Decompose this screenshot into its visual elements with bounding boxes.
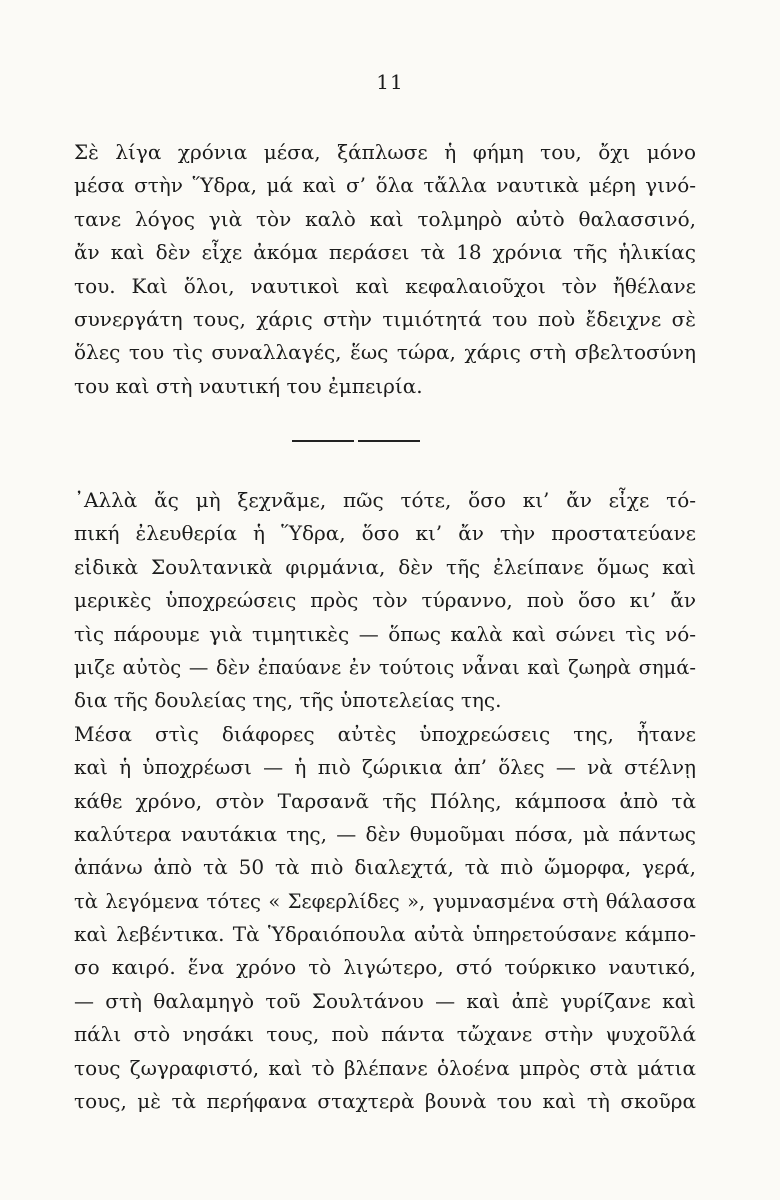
text-line: μερικὲς ὑποχρεώσεις πρὸς τὸν τύραννο, ποὺ ὅσο κι’ ἄν (74, 588, 696, 613)
text-line: συνεργάτη τους, χάρις στὴν τιμιότητά του ποὺ ἔδειχνε σὲ (74, 306, 696, 331)
text-line: κάθε χρόνο, στὸν Ταρσανᾶ τῆς Πόλης, κάμποσα ἀπὸ τὰ (74, 788, 696, 813)
text-line: εἰδικὰ Σουλτανικὰ φιρμάνια, δὲν τῆς ἐλείπανε ὅμως καὶ (74, 554, 696, 579)
section-divider-left (292, 440, 354, 442)
text-line: μιζε αὐτὸς — δὲν ἐπαύανε ἐν τούτοις νἆναι καὶ ζωηρὰ σημά- (74, 655, 696, 679)
text-line: πική ἐλευθερία ἡ Ὕδρα, ὅσο κι’ ἄν τὴν προστατεύανε (74, 521, 696, 546)
text-line: Σὲ λίγα χρόνια μέσα, ξάπλωσε ἡ φήμη του, ὄχι μόνο (74, 140, 696, 164)
text-line: καλύτερα ναυτάκια της, — δὲν θυμοῦμαι πόσα, μὰ πάντως (74, 821, 696, 846)
text-line: καὶ λεβέντικα. Τὰ Ὑδραιόπουλα αὐτὰ ὑπηρετούσανε κάμπο- (74, 922, 696, 947)
paragraph-1 (74, 136, 696, 403)
text-line: ᾿Αλλὰ ἄς μὴ ξεχνᾶμε, πῶς τότε, ὅσο κι’ ἄν εἶχε τό- (74, 488, 696, 512)
text-line: ὅλες του τὶς συναλλαγές, ἕως τώρα, χάρις στὴ σβελτοσύνη (74, 340, 696, 365)
page-number: 11 (376, 70, 404, 94)
text-line: τους ζωγραφιστό, καὶ τὸ βλέπανε ὁλοένα μπρὸς στὰ μάτια (74, 1055, 696, 1080)
text-line: τους, μὲ τὰ περήφανα σταχτερὰ βουνὰ του καὶ τὴ σκοῦρα (74, 1089, 696, 1114)
text-line: τὰ λεγόμενα τότες « Σεφερλίδες », γυμνασμένα στὴ θάλασσα (74, 889, 696, 913)
text-line: πάλι στὸ νησάκι τους, ποὺ πάντα τὤχανε στὴν ψυχοῦλά (74, 1022, 696, 1047)
paragraph-2 (74, 484, 696, 1118)
text-line: — στὴ θαλαμηγὸ τοῦ Σουλτάνου — καὶ ἀπὲ γυρίζανε καὶ (74, 988, 696, 1013)
text-line: δια τῆς δουλείας της, τῆς ὑποτελείας της. (74, 688, 502, 713)
text-line: Μέσα στὶς διάφορες αὐτὲς ὑποχρεώσεις της, ἦτανε (74, 721, 696, 746)
text-line: ἀπάνω ἀπὸ τὰ 50 τὰ πιὸ διαλεχτά, τὰ πιὸ ὤμορφα, γερά, (74, 855, 696, 880)
section-divider-right (358, 440, 420, 442)
text-line: σο καιρό. ἕνα χρόνο τὸ λιγώτερο, στό τούρκικο ναυτικό, (74, 955, 696, 980)
text-line: μέσα στὴν Ὕδρα, μά καὶ σ’ ὅλα τἄλλα ναυτικὰ μέρη γινό- (74, 173, 696, 198)
text-line: ἄν καὶ δὲν εἶχε ἀκόμα περάσει τὰ 18 χρόνια τῆς ἡλικίας (74, 240, 696, 265)
text-line: τὶς πάρουμε γιὰ τιμητικὲς — ὅπως καλὰ καὶ σώνει τὶς νό- (74, 621, 696, 646)
text-line: του. Καὶ ὅλοι, ναυτικοὶ καὶ κεφαλαιοῦχοι τὸν ἤθέλανε (74, 273, 696, 298)
text-line: καὶ ἡ ὑποχρέωσι — ἡ πιὸ ζώρικια ἀπ’ ὅλες — νὰ στέλνῃ (74, 755, 696, 780)
text-line: τανε λόγος γιὰ τὸν καλὸ καὶ τολμηρὸ αὐτὸ θαλασσινό, (74, 206, 696, 231)
text-line: του καὶ στὴ ναυτική του ἐμπειρία. (74, 373, 423, 398)
